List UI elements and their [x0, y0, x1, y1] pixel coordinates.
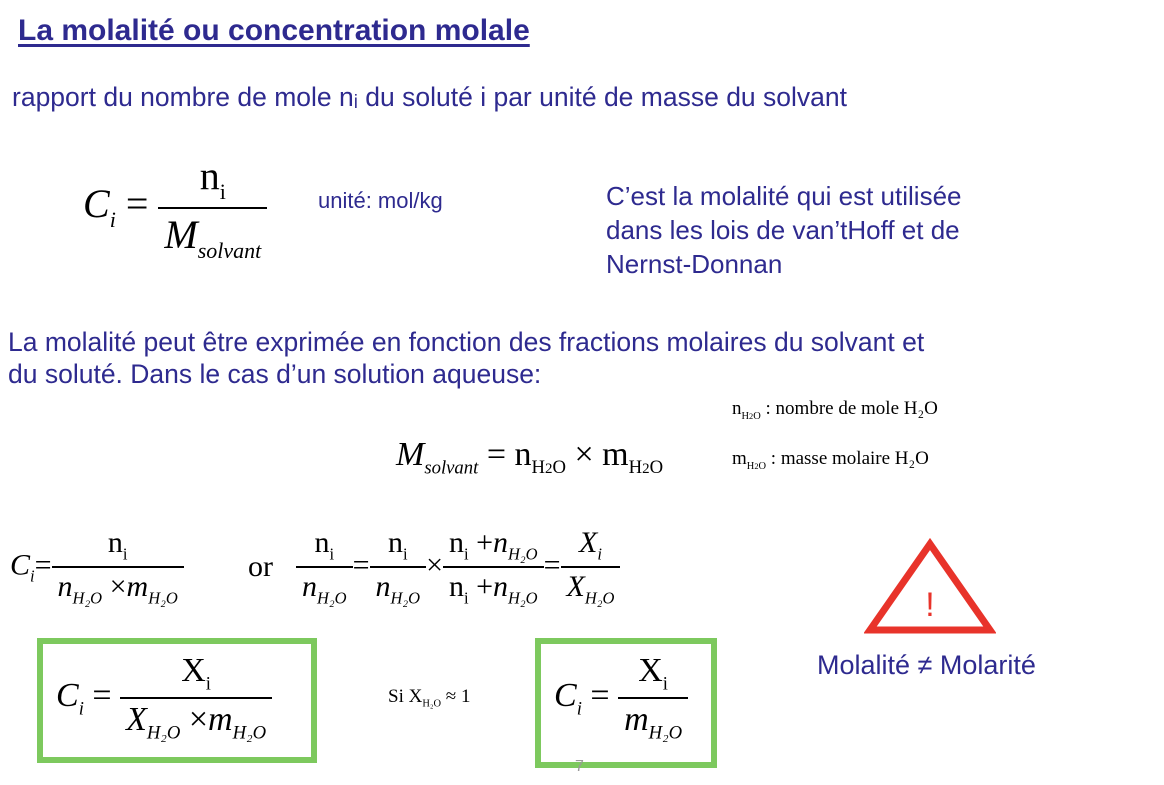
note-line-2: dans les lois de van’tHoff et de: [606, 215, 960, 245]
warning-icon: [864, 538, 996, 636]
legend-text-2: masse molaire H₂O: [780, 448, 929, 469]
paragraph-line-2: du soluté. Dans le cas d’un solution aqueuse:: [8, 359, 542, 389]
or-label: or: [248, 550, 273, 583]
page-number: 7: [575, 758, 584, 775]
legend-text-1: nombre de mole H₂O: [775, 398, 938, 419]
unit-label: unité: mol/kg: [318, 188, 443, 213]
note-line-3: Nernst-Donnan: [606, 249, 783, 279]
page-title: La molalité ou concentration molale: [18, 14, 530, 47]
formula-ci-derivation: $C_i=$ $\frac{n_i}{n_{H_2O} \times m_{H_2O}}$: [10, 526, 184, 609]
formula-ci-approx: $C_i$ = $\frac{X_i}{m_{H_2O}}$: [554, 652, 688, 745]
usage-note: [606, 179, 962, 281]
formula-ratio-chain: $\frac{n_i}{n_{H_2O}}$ = $\frac{n_i}{n_{H_2O}}$ × $\frac{n_i +n_{H_2O}}{n_i +n_{H_2O}}$ = $\frac{X_i}{X_{H_2O}}$: [296, 526, 620, 609]
condition-text: Si $X_{H_2O} \approx 1$: [388, 686, 471, 710]
formula-molality: $C_i$ = $\frac{n_i}{M_{solvant}}$: [83, 152, 267, 264]
molalite-vs-molarite: Molalité ≠ Molarité: [817, 650, 1036, 680]
warning-symbol: !: [925, 586, 935, 624]
formula-m-solvant: $M_{solvant} = n_{H2O} \times m_{H2O}$: [396, 436, 664, 479]
legend-n-h2o: $n_{H2O}$ : nombre de mole H₂O: [732, 398, 938, 422]
condition-value: ≈ 1: [445, 686, 471, 707]
condition-label: Si X: [388, 686, 423, 707]
paragraph-line-1: La molalité peut être exprimée en fonction des fractions molaires du solvant et: [8, 327, 925, 357]
note-line-1: C’est la molalité qui est utilisée: [606, 181, 962, 211]
molar-fraction-paragraph: [8, 326, 924, 390]
definition-text: rapport du nombre de mole nᵢ du soluté i par unité de masse du solvant: [12, 82, 847, 112]
formula-ci-xi: $C_i$ = $\frac{X_i}{X_{H_2O} \times m_{H_2O}}$: [56, 652, 272, 745]
legend-m-h2o: $m_{H2O}$ : masse molaire H₂O: [732, 448, 929, 472]
